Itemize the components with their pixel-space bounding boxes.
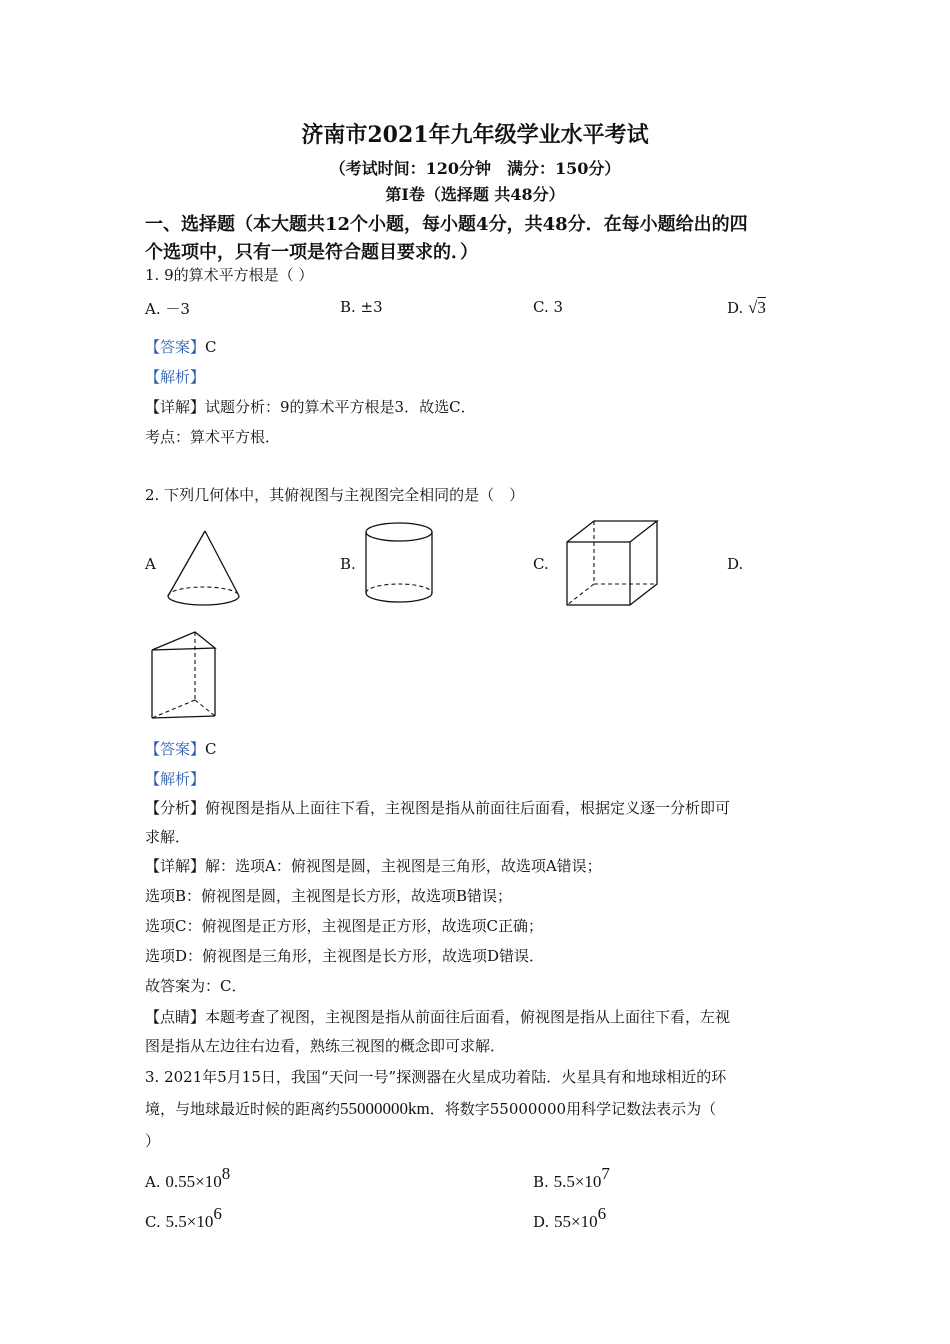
q3-option-b-label: B. <box>533 1173 554 1191</box>
q2-conclusion: 故答案为：C． <box>145 977 247 995</box>
q2-analysis-tag: 【解析】 <box>145 770 206 788</box>
q2-detail-text: 解：选项A：俯视图是圆，主视图是三角形，故选项A错误； <box>205 857 602 875</box>
q1-option-a: A. －3 <box>145 300 190 318</box>
q3-option-d-mantissa: 55×10 <box>554 1212 598 1231</box>
cylinder-figure <box>362 520 436 606</box>
fenxi-tag: 【分析】 <box>145 799 206 817</box>
dianjing-tag: 【点睛】 <box>145 1008 206 1026</box>
q1-option-d <box>727 298 766 318</box>
q1-detail-text: 试题分析：9的算术平方根是3．故选C． <box>205 398 476 416</box>
q1-analysis-tag: 【解析】 <box>145 368 206 386</box>
q3-distance-value: 55000000km <box>340 1099 430 1118</box>
detail-tag: 【详解】 <box>145 857 206 875</box>
q1-option-c: C. 3 <box>533 298 564 316</box>
q3-option-b-mantissa: 5.5×10 <box>553 1172 602 1191</box>
q2-detail-line4: 选项D：俯视图是三角形，主视图是长方形，故选项D错误． <box>145 947 545 965</box>
triangular-prism-figure <box>148 628 220 722</box>
q2-stem: 2. 下列几何体中，其俯视图与主视图完全相同的是（ ） <box>145 486 525 504</box>
q3-stem-line2 <box>145 1098 716 1119</box>
q3-option-a <box>145 1164 230 1192</box>
exam-title: 济南市2021年九年级学业水平考试 <box>301 122 649 148</box>
q1-answer-value: C <box>205 338 217 356</box>
q3-option-c-exp: 6 <box>213 1204 222 1223</box>
q1-stem: 1. 9的算术平方根是（ ） <box>145 266 314 284</box>
q3-stem-line2b: ．将数字55000000用科学记数法表示为（ <box>429 1100 717 1118</box>
q2-detail-line1 <box>145 855 602 876</box>
detail-tag: 【详解】 <box>145 398 206 416</box>
q1-detail <box>145 396 476 417</box>
cone-figure <box>165 528 245 610</box>
sqrt-symbol: √3 <box>748 298 766 317</box>
q3-option-c-label: C. <box>145 1213 166 1231</box>
q2-dianjing-text: 本题考查了视图，主视图是指从前面往后面看，俯视图是指从上面往下看，左视 <box>205 1008 731 1026</box>
q3-option-c-mantissa: 5.5×10 <box>165 1212 214 1231</box>
q1-point: 考点：算术平方根． <box>145 428 281 446</box>
q3-stem-line1: 3. 2021年5月15日，我国“天问一号”探测器在火星成功着陆．火星具有和地球相近的环 <box>145 1068 727 1086</box>
q2-detail-line3: 选项C：俯视图是正方形，主视图是正方形，故选项C正确； <box>145 917 543 935</box>
q2-option-a-label: A <box>145 555 156 573</box>
q3-option-d-label: D. <box>533 1213 555 1231</box>
q2-option-d-label: D. <box>727 555 744 573</box>
q2-detail-line2: 选项B：俯视图是圆，主视图是长方形，故选项B错误； <box>145 887 513 905</box>
q1-answer <box>145 336 217 357</box>
q3-option-c <box>145 1204 222 1232</box>
section-heading-line1: 一、选择题（本大题共12个小题，每小题4分，共48分．在每小题给出的四 <box>145 214 748 235</box>
q2-dianjing-line1 <box>145 1006 730 1027</box>
q3-stem-line2a: 境，与地球最近时候的距离约 <box>145 1100 341 1118</box>
q2-answer-value: C <box>205 740 217 758</box>
q2-dianjing-line2: 图是指从左边往右边看，熟练三视图的概念即可求解． <box>145 1037 506 1055</box>
cube-figure <box>564 518 660 610</box>
q3-option-a-mantissa: 0.55×10 <box>165 1172 222 1191</box>
q1-option-b: B. ±3 <box>340 298 383 316</box>
q2-fenxi-line1 <box>145 797 730 818</box>
q2-fenxi-text: 俯视图是指从上面往下看，主视图是指从前面往后面看，根据定义逐一分析即可 <box>205 799 731 817</box>
section-heading-line2: 个选项中，只有一项是符合题目要求的．） <box>145 242 478 263</box>
answer-tag: 【答案】 <box>145 740 206 758</box>
answer-tag: 【答案】 <box>145 338 206 356</box>
q2-fenxi-line2: 求解． <box>145 828 191 846</box>
q3-option-b-exp: 7 <box>601 1164 610 1183</box>
q3-stem-line3: ） <box>145 1132 161 1150</box>
part-title: 第Ⅰ卷（选择题 共48分） <box>385 185 565 204</box>
q3-option-d-exp: 6 <box>597 1204 607 1223</box>
exam-info: （考试时间：120分钟 满分：150分） <box>329 159 621 178</box>
q2-option-b-label: B. <box>340 555 356 573</box>
q3-option-a-exp: 8 <box>221 1164 231 1183</box>
q3-option-b <box>533 1164 610 1192</box>
q1-option-d-radicand: 3 <box>757 298 766 317</box>
q2-answer <box>145 738 217 759</box>
q1-option-d-label: D. <box>727 299 749 317</box>
q2-option-c-label: C. <box>533 555 549 573</box>
q3-option-d <box>533 1204 606 1232</box>
q3-option-a-label: A. <box>145 1173 166 1191</box>
